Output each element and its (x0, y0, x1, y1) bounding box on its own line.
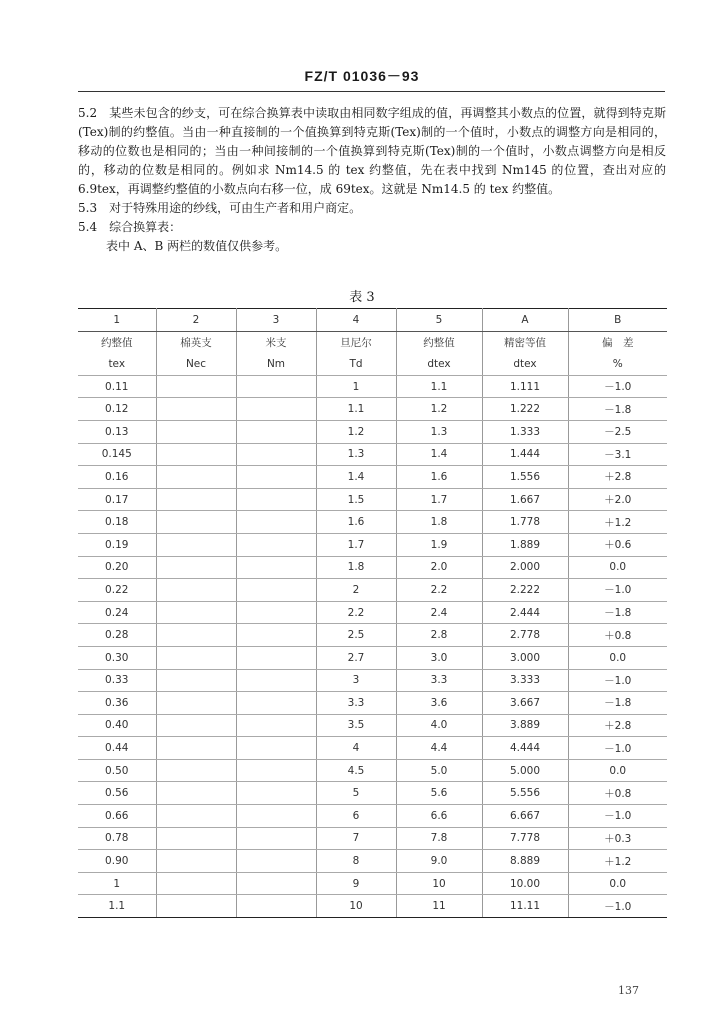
table-cell: 1.8 (316, 556, 396, 579)
table-cell: －1.0 (568, 895, 667, 918)
table-cell: 7.778 (482, 827, 568, 850)
table-row (78, 601, 667, 624)
table-row (78, 782, 667, 805)
table-cell: ＋2.8 (568, 466, 667, 489)
table-cell: 4.5 (316, 759, 396, 782)
table-cell: 0.19 (78, 533, 156, 556)
table-row (78, 511, 667, 534)
table-cell: 4.4 (396, 737, 482, 760)
table-cell: 8.889 (482, 850, 568, 873)
table-row (78, 375, 667, 398)
table-cell: 2.2 (316, 601, 396, 624)
table-cell: 1.1 (316, 398, 396, 421)
table-cell: 1.5 (316, 488, 396, 511)
table-cell: B (568, 309, 667, 332)
table-cell (156, 398, 236, 421)
table-cell: 1.4 (396, 443, 482, 466)
table-cell: % (568, 353, 667, 375)
table-cell: Nm (236, 353, 316, 375)
table-cell: 3.667 (482, 692, 568, 715)
table-cell: 5 (316, 782, 396, 805)
table-header-units (78, 353, 667, 375)
table-cell: 1.7 (316, 533, 396, 556)
table-cell: 2 (316, 579, 396, 602)
table-cell: 0.13 (78, 420, 156, 443)
table-cell: dtex (482, 353, 568, 375)
table-row (78, 669, 667, 692)
table-cell: 3.6 (396, 692, 482, 715)
table-cell (156, 669, 236, 692)
table-cell (156, 737, 236, 760)
table-cell: 0.17 (78, 488, 156, 511)
table-cell: －2.5 (568, 420, 667, 443)
table-cell: 3 (236, 309, 316, 332)
table-cell: 10 (396, 872, 482, 895)
table-cell: 米支 (236, 331, 316, 353)
table-cell: 1.6 (316, 511, 396, 534)
table-cell (236, 895, 316, 918)
table-cell: 2.0 (396, 556, 482, 579)
table-cell: 0.78 (78, 827, 156, 850)
table-row (78, 737, 667, 760)
table-cell: 2 (156, 309, 236, 332)
table-cell: 1.444 (482, 443, 568, 466)
table-cell: 1 (316, 375, 396, 398)
table-cell: 1.9 (396, 533, 482, 556)
header-rule (78, 91, 665, 92)
table-cell: －3.1 (568, 443, 667, 466)
table-cell: 3.0 (396, 646, 482, 669)
body-text (78, 104, 666, 256)
table-cell (156, 646, 236, 669)
table-cell: 1.7 (396, 488, 482, 511)
table-cell (156, 714, 236, 737)
table-cell (236, 488, 316, 511)
table-cell: 5 (396, 309, 482, 332)
table-cell (236, 782, 316, 805)
table-cell (236, 579, 316, 602)
table-cell (156, 872, 236, 895)
table-cell (236, 601, 316, 624)
table-row (78, 805, 667, 828)
table-row (78, 692, 667, 715)
table-cell: tex (78, 353, 156, 375)
table-cell: 0.0 (568, 556, 667, 579)
table-cell: 4.444 (482, 737, 568, 760)
table-cell: 2.778 (482, 624, 568, 647)
table-cell: 5.000 (482, 759, 568, 782)
table-cell (236, 398, 316, 421)
table-row (78, 443, 667, 466)
table-cell (156, 533, 236, 556)
table-row (78, 759, 667, 782)
table-cell: ＋2.0 (568, 488, 667, 511)
table-cell: 6.6 (396, 805, 482, 828)
table-cell: 1.8 (396, 511, 482, 534)
table-cell: 5.6 (396, 782, 482, 805)
table-cell: ＋0.8 (568, 624, 667, 647)
table-cell: 0.0 (568, 759, 667, 782)
table-cell: 0.11 (78, 375, 156, 398)
table-cell: 1.4 (316, 466, 396, 489)
table-row (78, 533, 667, 556)
table-cell: －1.0 (568, 737, 667, 760)
table-cell (156, 420, 236, 443)
table-row (78, 579, 667, 602)
table-cell (236, 827, 316, 850)
table-cell: 3 (316, 669, 396, 692)
table-cell: 3.333 (482, 669, 568, 692)
table-cell: 0.36 (78, 692, 156, 715)
table-cell: 7.8 (396, 827, 482, 850)
table-cell: 1.6 (396, 466, 482, 489)
table-cell: 0.50 (78, 759, 156, 782)
table-cell: 11 (396, 895, 482, 918)
table-cell: A (482, 309, 568, 332)
table-cell: 6 (316, 805, 396, 828)
table-cell: 1.2 (316, 420, 396, 443)
table-row (78, 466, 667, 489)
table-cell: 2.2 (396, 579, 482, 602)
table-cell: dtex (396, 353, 482, 375)
table-cell: 3.3 (316, 692, 396, 715)
table-cell: 0.22 (78, 579, 156, 602)
table-row (78, 850, 667, 873)
table-cell (236, 556, 316, 579)
table-cell (236, 669, 316, 692)
table-cell: 2.7 (316, 646, 396, 669)
table-cell: 1.2 (396, 398, 482, 421)
table-cell: 4 (316, 737, 396, 760)
table-cell: 0.28 (78, 624, 156, 647)
table-cell (236, 443, 316, 466)
table-row (78, 398, 667, 421)
table-cell (156, 850, 236, 873)
table-row (78, 827, 667, 850)
table-cell: 1.889 (482, 533, 568, 556)
table-cell: －1.8 (568, 398, 667, 421)
table-cell: ＋0.8 (568, 782, 667, 805)
table-cell: 5.0 (396, 759, 482, 782)
table-cell: 旦尼尔 (316, 331, 396, 353)
table-cell: －1.8 (568, 692, 667, 715)
table-cell: 棉英支 (156, 331, 236, 353)
table-cell: 2.222 (482, 579, 568, 602)
table-cell (156, 805, 236, 828)
table-cell: 3.5 (316, 714, 396, 737)
table-cell (156, 556, 236, 579)
table-cell: Nec (156, 353, 236, 375)
table-cell (156, 692, 236, 715)
table-cell (156, 827, 236, 850)
table-row (78, 646, 667, 669)
table-cell: 2.444 (482, 601, 568, 624)
table-row (78, 488, 667, 511)
table-note: 表中 A、B 两栏的数值仅供参考。 (106, 239, 288, 253)
paragraph-5-3: 5.3 对于特殊用途的纱线，可由生产者和用户商定。 (78, 201, 362, 215)
table-cell (236, 759, 316, 782)
table-cell: 11.11 (482, 895, 568, 918)
table-cell (156, 466, 236, 489)
table-cell: 10.00 (482, 872, 568, 895)
table-cell: －1.0 (568, 805, 667, 828)
table-cell: 1.222 (482, 398, 568, 421)
table-cell: 9 (316, 872, 396, 895)
table-row (78, 420, 667, 443)
table-cell (236, 714, 316, 737)
table-cell: －1.0 (568, 579, 667, 602)
table-cell: ＋2.8 (568, 714, 667, 737)
table-cell: 精密等值 (482, 331, 568, 353)
table-cell: 1.667 (482, 488, 568, 511)
table-cell: 2.8 (396, 624, 482, 647)
table-cell (236, 692, 316, 715)
table-cell: 3.000 (482, 646, 568, 669)
table-row (78, 872, 667, 895)
table-cell: 2.4 (396, 601, 482, 624)
document-code: FZ/T 01036－93 (304, 68, 420, 84)
table-cell: Td (316, 353, 396, 375)
table-cell (236, 850, 316, 873)
table-cell: 3.3 (396, 669, 482, 692)
table-cell: 2.000 (482, 556, 568, 579)
table-cell: 1.1 (78, 895, 156, 918)
table-cell: 0.56 (78, 782, 156, 805)
paragraph-5-2: 5.2 某些未包含的纱支，可在综合换算表中读取由相同数字组成的值，再调整其小数点的位置，就得到特克斯(Tex)制的约整值。当由一种直接制的一个值换算到特克斯(Tex)制的一个值时，小数点的调整方向是相同的，移动的位数也是相同的；当由一种间接制的一个值换算到特克斯(Tex)制的一个值时，小数点调整方向是相反的，移动的位数是相同的。例如求 Nm14.5 的 tex 约整值，先在表中找到 Nm145 的位置，查出对应的 6.9tex，再调整约整值的小数点向右移一位，成 69tex。这就是 Nm14.5 的 tex 约整值。 (78, 106, 666, 196)
table-cell: 8 (316, 850, 396, 873)
table-cell (156, 511, 236, 534)
table-cell: 约整值 (396, 331, 482, 353)
table-cell (156, 624, 236, 647)
table-cell: 4 (316, 309, 396, 332)
table-cell: 偏 差 (568, 331, 667, 353)
table-row (78, 624, 667, 647)
table-cell (156, 601, 236, 624)
table-cell (156, 488, 236, 511)
table-cell: 1.556 (482, 466, 568, 489)
table-cell: ＋1.2 (568, 850, 667, 873)
table-cell: 4.0 (396, 714, 482, 737)
table-cell: －1.0 (568, 375, 667, 398)
table-cell: 1.3 (396, 420, 482, 443)
table-row (78, 714, 667, 737)
table-cell: －1.0 (568, 669, 667, 692)
table-cell (236, 466, 316, 489)
table-cell: 1.111 (482, 375, 568, 398)
table-cell: ＋0.6 (568, 533, 667, 556)
table-cell (156, 759, 236, 782)
table-cell: 3.889 (482, 714, 568, 737)
table-cell: 0.145 (78, 443, 156, 466)
table-cell: －1.8 (568, 601, 667, 624)
table-cell: 1.778 (482, 511, 568, 534)
page-number: 137 (618, 984, 639, 997)
table-header-numbers (78, 309, 667, 332)
table-cell: 9.0 (396, 850, 482, 873)
table-cell: 0.24 (78, 601, 156, 624)
table-cell: 1 (78, 872, 156, 895)
table-cell: 10 (316, 895, 396, 918)
table-cell (236, 375, 316, 398)
table-cell (236, 420, 316, 443)
table-cell (156, 895, 236, 918)
table-cell: 0.40 (78, 714, 156, 737)
table-cell: 0.66 (78, 805, 156, 828)
table-cell (236, 737, 316, 760)
table-cell: ＋0.3 (568, 827, 667, 850)
table-cell: 2.5 (316, 624, 396, 647)
table-caption: 表 3 (349, 290, 375, 305)
table-cell: 约整值 (78, 331, 156, 353)
table-cell (236, 533, 316, 556)
table-row (78, 556, 667, 579)
table-cell (236, 805, 316, 828)
table-cell (156, 375, 236, 398)
table-cell: 0.90 (78, 850, 156, 873)
table-cell: 6.667 (482, 805, 568, 828)
table-cell: 0.0 (568, 872, 667, 895)
table-cell: 0.30 (78, 646, 156, 669)
table-cell (156, 579, 236, 602)
table-header-labels (78, 331, 667, 353)
paragraph-5-4: 5.4 综合换算表： (78, 220, 182, 234)
table-cell: 1.3 (316, 443, 396, 466)
table-cell: 1.1 (396, 375, 482, 398)
table-cell: 0.44 (78, 737, 156, 760)
table-cell: 0.0 (568, 646, 667, 669)
table-cell: 7 (316, 827, 396, 850)
table-cell: 0.18 (78, 511, 156, 534)
table-cell: 0.16 (78, 466, 156, 489)
table-cell: 1.333 (482, 420, 568, 443)
table-cell (156, 782, 236, 805)
table-cell: 0.12 (78, 398, 156, 421)
table-cell (156, 443, 236, 466)
table-cell (236, 511, 316, 534)
table-cell: 5.556 (482, 782, 568, 805)
conversion-table (78, 308, 667, 918)
table-row (78, 895, 667, 918)
table-cell (236, 872, 316, 895)
table-cell (236, 624, 316, 647)
table-cell: 0.33 (78, 669, 156, 692)
table-cell: 1 (78, 309, 156, 332)
table-cell: ＋1.2 (568, 511, 667, 534)
table-cell (236, 646, 316, 669)
table-cell: 0.20 (78, 556, 156, 579)
